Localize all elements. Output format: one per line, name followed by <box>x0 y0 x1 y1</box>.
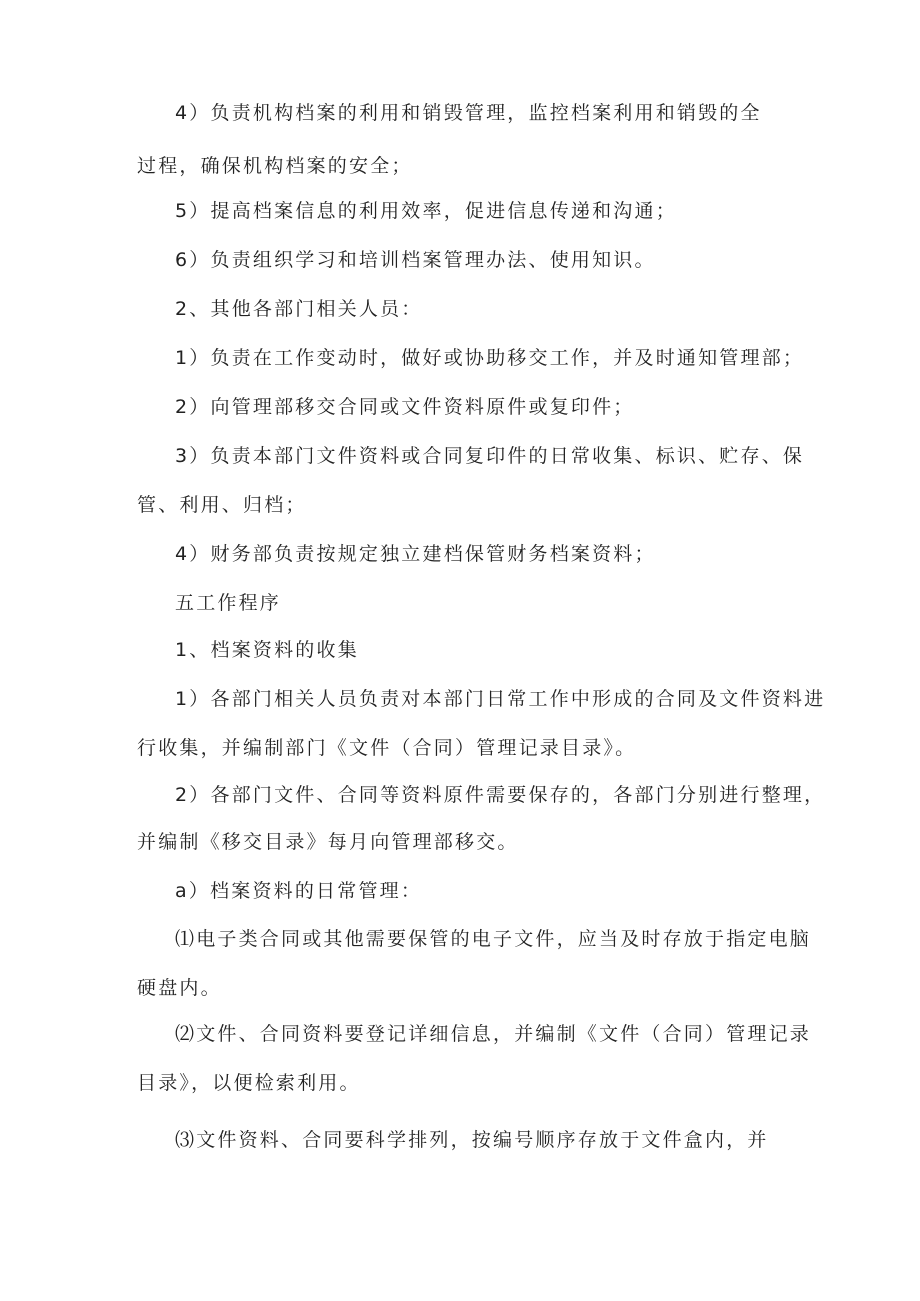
paragraph-line: 2、其他各部门相关人员： <box>175 298 423 320</box>
paragraph-line: 行收集，并编制部门《文件（合同）管理记录目录》。 <box>137 737 637 759</box>
paragraph-line: 4）负责机构档案的利用和销毁管理，监控档案利用和销毁的全 <box>175 102 762 124</box>
paragraph-line: 2）向管理部移交合同或文件资料原件或复印件； <box>175 396 635 418</box>
paragraph-line: 并编制《移交目录》每月向管理部移交。 <box>137 831 519 853</box>
paragraph-line: 3）负责本部门文件资料或合同复印件的日常收集、标识、贮存、保 <box>175 445 805 467</box>
section-heading: 五工作程序 <box>175 592 282 614</box>
paragraph-line: ⑴电子类合同或其他需要保管的电子文件，应当及时存放于指定电脑 <box>175 928 812 950</box>
subsection-heading: 1、档案资料的收集 <box>175 639 359 661</box>
paragraph-line: 2）各部门文件、合同等资料原件需要保存的，各部门分别进行整理， <box>175 784 826 806</box>
paragraph-line: ⑶文件资料、合同要科学排列，按编号顺序存放于文件盒内，并 <box>175 1129 769 1151</box>
paragraph-line: 1）负责在工作变动时，做好或协助移交工作，并及时通知管理部； <box>175 347 805 369</box>
paragraph-line: 1）各部门相关人员负责对本部门日常工作中形成的合同及文件资料进 <box>175 688 826 710</box>
paragraph-line: ⑵文件、合同资料要登记详细信息，并编制《文件（合同）管理记录 <box>175 1023 812 1045</box>
paragraph-line: 硬盘内。 <box>137 977 222 999</box>
paragraph-line: 管、利用、归档； <box>137 494 307 516</box>
paragraph-line: 6）负责组织学习和培训档案管理办法、使用知识。 <box>175 249 656 271</box>
paragraph-line: 目录》，以便检索利用。 <box>137 1072 361 1094</box>
paragraph-line: 过程，确保机构档案的安全； <box>137 155 413 177</box>
paragraph-line: 4）财务部负责按规定独立建档保管财务档案资料； <box>175 543 656 565</box>
paragraph-line: 5）提高档案信息的利用效率，促进信息传递和沟通； <box>175 200 677 222</box>
paragraph-line: a）档案资料的日常管理： <box>175 880 423 902</box>
